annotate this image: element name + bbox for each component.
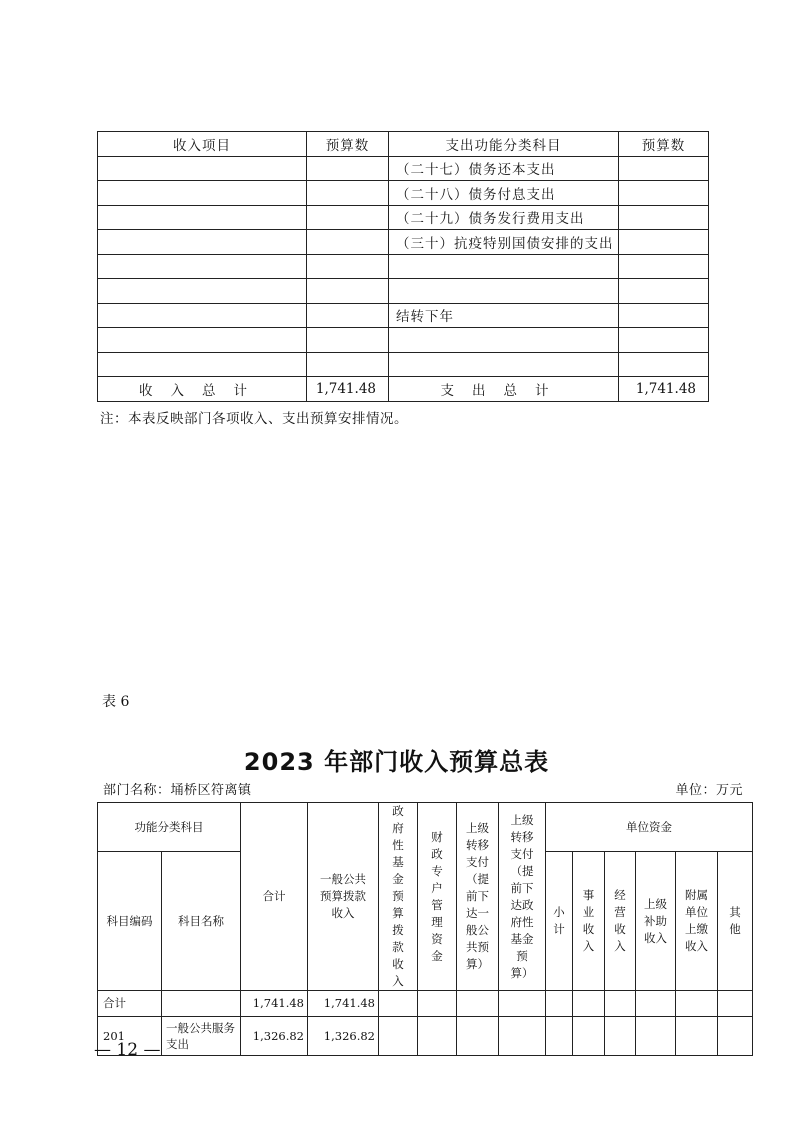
income-budget-cell (307, 205, 389, 230)
empty-cell (418, 991, 457, 1017)
table-row (98, 1017, 753, 1056)
income-budget-cell (307, 156, 389, 181)
expense-category-cell (389, 254, 619, 279)
table-row (98, 230, 709, 255)
income-budget-cell (307, 303, 389, 328)
expense-budget-cell (619, 303, 709, 328)
income-item-cell (98, 352, 307, 377)
header-expense-budget: 预算数 (619, 132, 709, 157)
header-total: 合计 (241, 803, 308, 991)
empty-cell (636, 1017, 676, 1056)
income-item-cell (98, 205, 307, 230)
expense-budget-cell (619, 230, 709, 255)
total-expense-label: 支出总计 (389, 377, 619, 402)
general-budget-cell: 1,741.48 (308, 991, 379, 1017)
income-item-cell (98, 279, 307, 304)
expense-budget-cell (619, 181, 709, 206)
income-expense-summary-table-continued (97, 131, 709, 402)
header-transfer-fund: 上级转移支付（提前下达政府性基金预算） (499, 803, 546, 991)
total-cell: 1,741.48 (241, 991, 308, 1017)
department-income-budget-table (97, 802, 753, 1056)
table-row (98, 205, 709, 230)
empty-cell (546, 1017, 573, 1056)
header-business-income: 事业收入 (573, 852, 605, 991)
header-special-account: 财政专户管理资金 (418, 803, 457, 991)
table-row (98, 254, 709, 279)
empty-cell (718, 1017, 753, 1056)
subject-name-cell (162, 991, 241, 1017)
expense-category-cell (389, 279, 619, 304)
subject-code-cell: 201 (98, 1017, 162, 1056)
empty-cell (546, 991, 573, 1017)
subject-code-cell: 合计 (98, 991, 162, 1017)
empty-cell (718, 991, 753, 1017)
table-row (98, 156, 709, 181)
header-subtotal: 小计 (546, 852, 573, 991)
expense-budget-cell (619, 279, 709, 304)
header-expense-category: 支出功能分类科目 (389, 132, 619, 157)
general-budget-cell: 1,326.82 (308, 1017, 379, 1056)
expense-budget-cell (619, 328, 709, 353)
empty-cell (418, 1017, 457, 1056)
expense-budget-cell (619, 205, 709, 230)
income-item-cell (98, 181, 307, 206)
header-unit-funds: 单位资金 (546, 803, 753, 852)
expense-budget-cell (619, 156, 709, 181)
income-budget-cell (307, 254, 389, 279)
empty-cell (499, 1017, 546, 1056)
empty-cell (379, 991, 418, 1017)
table-row (98, 991, 753, 1017)
header-other: 其他 (718, 852, 753, 991)
income-item-cell (98, 254, 307, 279)
header-income-budget: 预算数 (307, 132, 389, 157)
expense-category-cell: （二十八）债务付息支出 (389, 181, 619, 206)
header-func-category: 功能分类科目 (98, 803, 241, 852)
empty-cell (457, 1017, 499, 1056)
income-item-cell (98, 303, 307, 328)
income-budget-cell (307, 352, 389, 377)
total-row (98, 377, 709, 402)
header-affiliated-income: 附属单位上缴收入 (676, 852, 718, 991)
empty-cell (676, 1017, 718, 1056)
header-gov-fund: 政府性基金预算拨款收入 (379, 803, 418, 991)
empty-cell (379, 1017, 418, 1056)
table-row (98, 328, 709, 353)
department-name: 部门名称：埇桥区符离镇 (103, 783, 252, 798)
table-row (98, 279, 709, 304)
empty-cell (573, 1017, 605, 1056)
total-income-label: 收入总计 (98, 377, 307, 402)
expense-category-cell (389, 328, 619, 353)
empty-cell (457, 991, 499, 1017)
expense-category-cell: 结转下年 (389, 303, 619, 328)
header-income-item: 收入项目 (98, 132, 307, 157)
expense-category-cell (389, 352, 619, 377)
header-row-1 (98, 803, 753, 852)
table-row (98, 352, 709, 377)
expense-category-cell: （二十九）债务发行费用支出 (389, 205, 619, 230)
empty-cell (605, 1017, 636, 1056)
table-row (98, 303, 709, 328)
total-cell: 1,326.82 (241, 1017, 308, 1056)
income-item-cell (98, 230, 307, 255)
page-number: — 12 — (94, 1040, 161, 1060)
expense-category-cell: （二十七）债务还本支出 (389, 156, 619, 181)
table-row (98, 181, 709, 206)
header-operating-income: 经营收入 (605, 852, 636, 991)
subject-name-cell: 一般公共服务支出 (162, 1017, 241, 1056)
total-income-value: 1,741.48 (307, 377, 389, 402)
table-number-label: 表 6 (102, 694, 130, 710)
income-item-cell (98, 156, 307, 181)
header-general-budget: 一般公共预算拨款收入 (308, 803, 379, 991)
income-budget-cell (307, 328, 389, 353)
income-budget-cell (307, 230, 389, 255)
income-budget-cell (307, 279, 389, 304)
empty-cell (573, 991, 605, 1017)
table-note: 注：本表反映部门各项收入、支出预算安排情况。 (100, 411, 408, 427)
empty-cell (636, 991, 676, 1017)
unit-label: 单位：万元 (675, 783, 743, 798)
income-budget-cell (307, 181, 389, 206)
expense-category-cell: （三十）抗疫特别国债安排的支出 (389, 230, 619, 255)
income-item-cell (98, 328, 307, 353)
table-header-row (98, 132, 709, 157)
expense-budget-cell (619, 254, 709, 279)
total-expense-value: 1,741.48 (619, 377, 709, 402)
header-subsidy-income: 上级补助收入 (636, 852, 676, 991)
header-transfer-general: 上级转移支付（提前下达一般公共预算） (457, 803, 499, 991)
empty-cell (605, 991, 636, 1017)
empty-cell (676, 991, 718, 1017)
header-subject-code: 科目编码 (98, 852, 162, 991)
empty-cell (499, 991, 546, 1017)
expense-budget-cell (619, 352, 709, 377)
header-subject-name: 科目名称 (162, 852, 241, 991)
page-title: 2023 年部门收入预算总表 (243, 748, 550, 776)
